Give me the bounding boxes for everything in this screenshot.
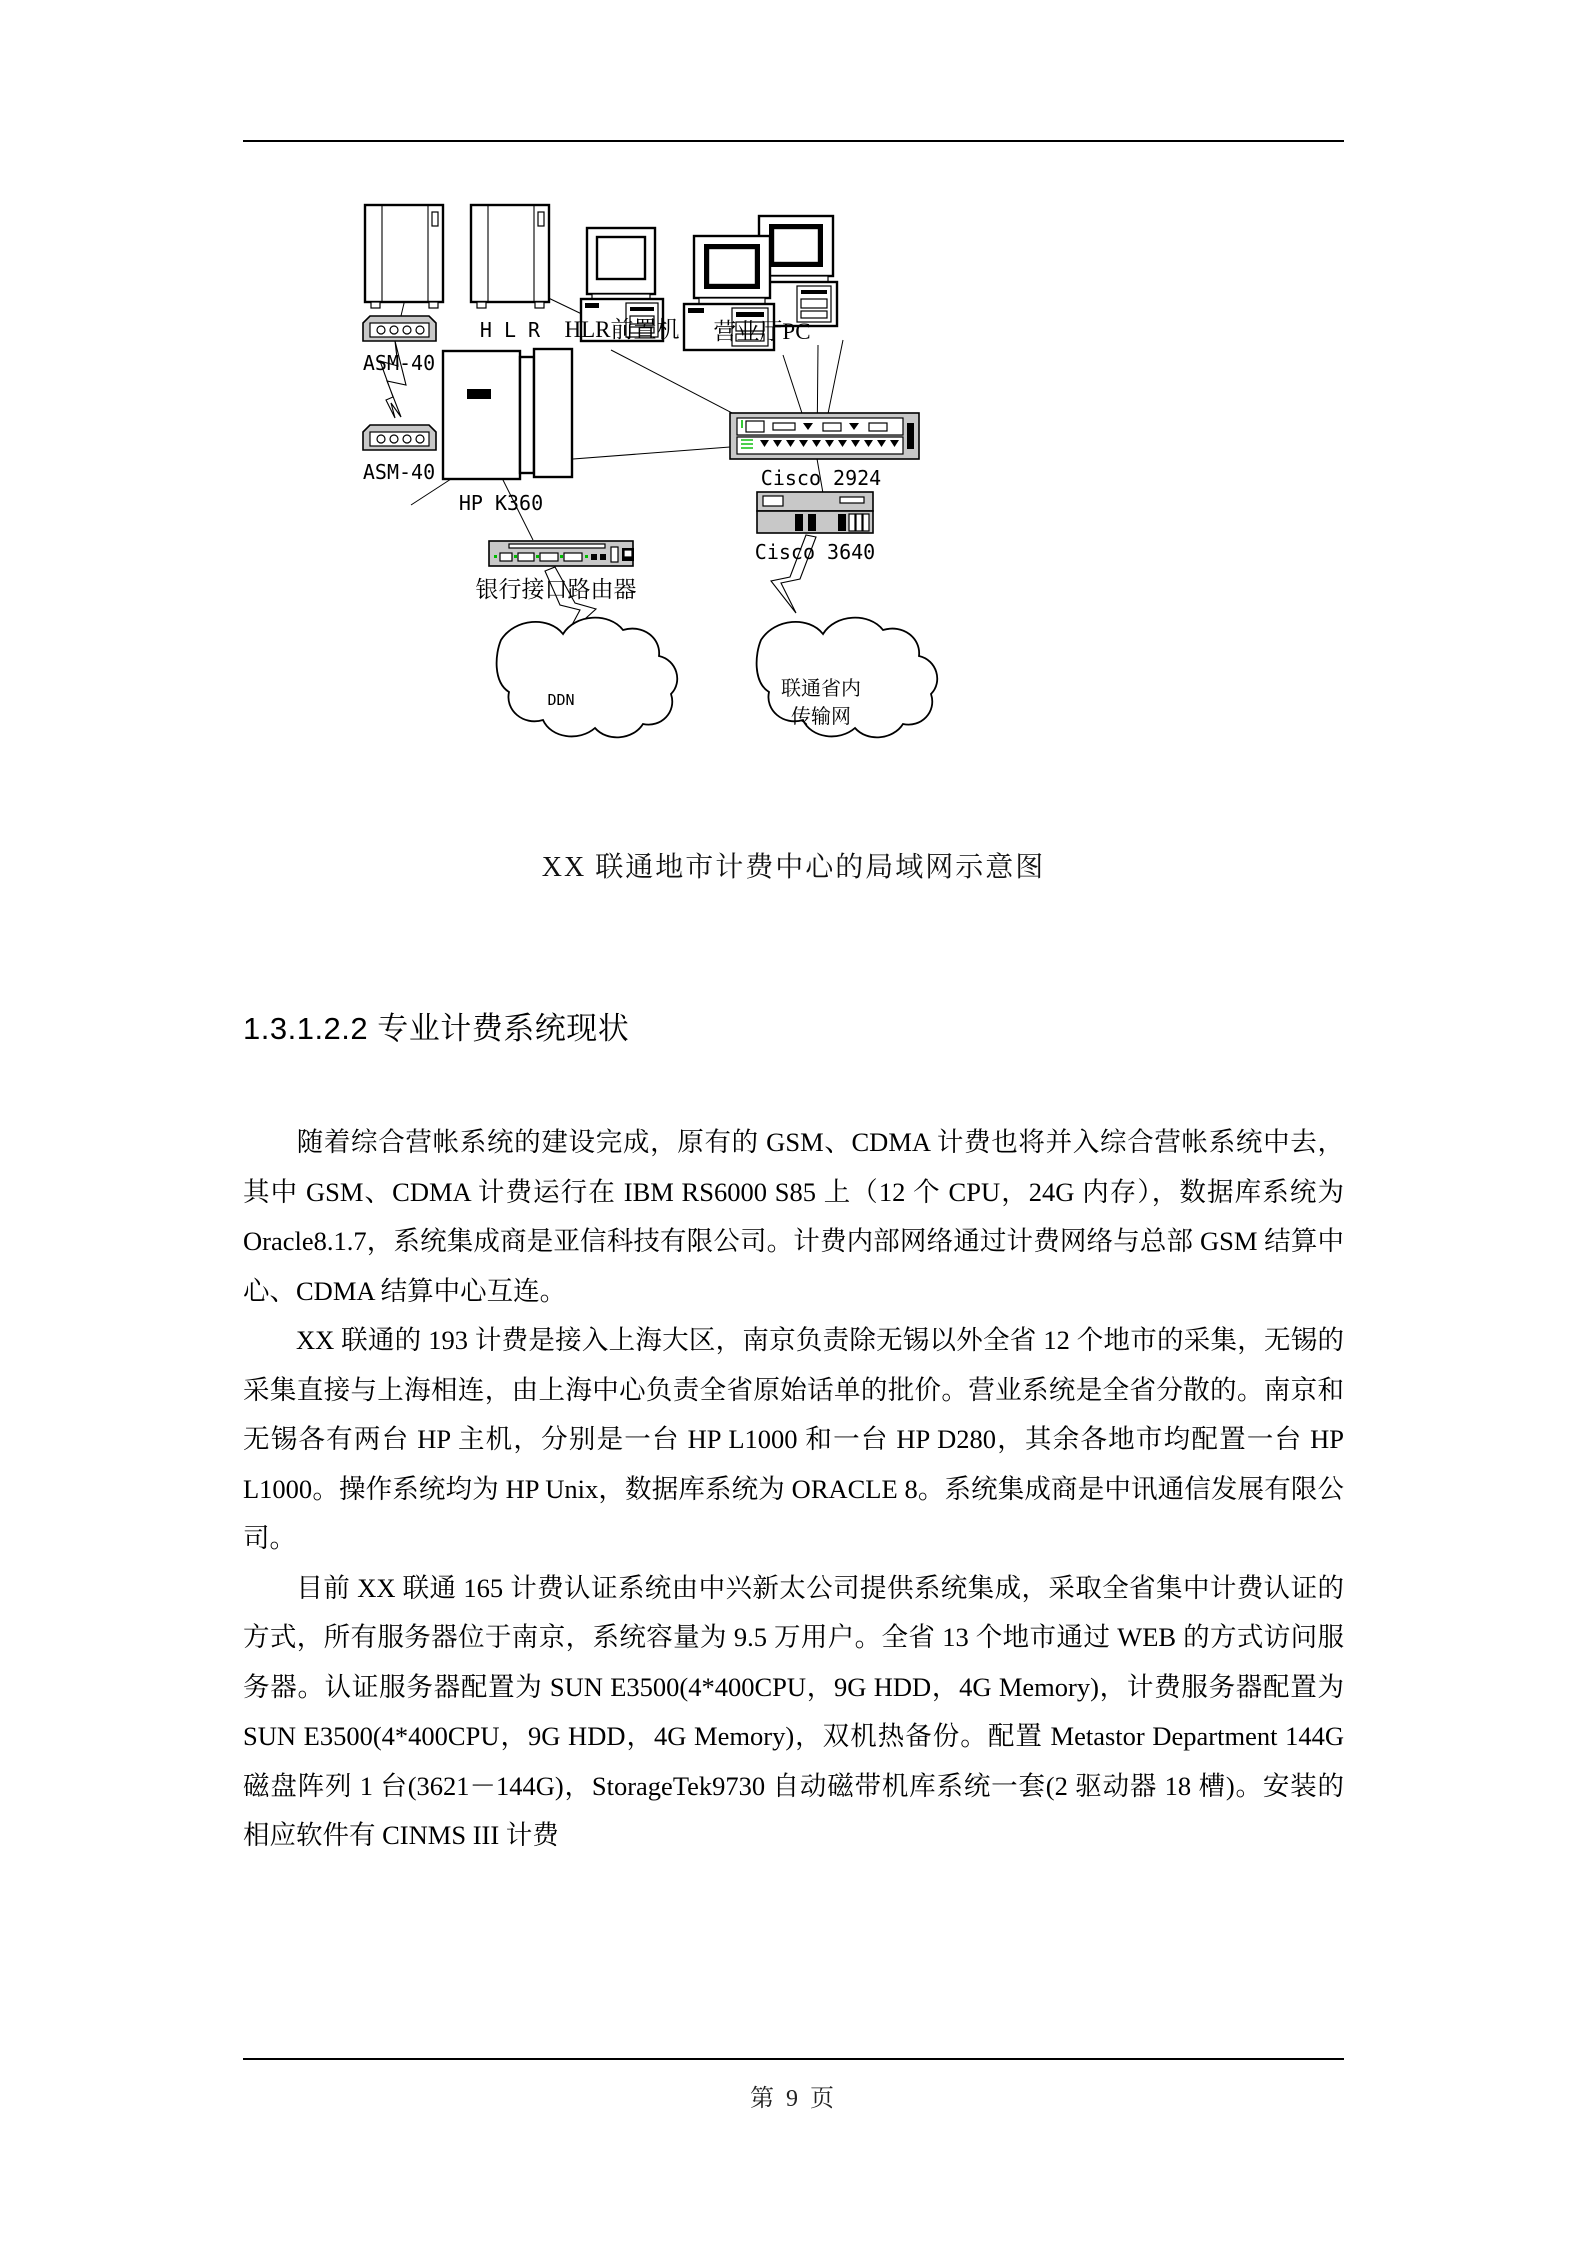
node-label-hp-k360: HP K360 bbox=[458, 491, 544, 515]
node-label-province-line1: 联通省内 bbox=[781, 678, 861, 700]
paragraph-3 bbox=[243, 1564, 1344, 1861]
page-number: 第 9 页 bbox=[750, 2086, 837, 2112]
node-label-asm40-lower: ASM-40 bbox=[362, 460, 436, 484]
node-hp-k360 bbox=[443, 349, 572, 515]
node-cisco-3640 bbox=[755, 492, 875, 564]
node-label-hall-pc: 营业厅PC bbox=[713, 319, 811, 344]
page-content-area bbox=[243, 0, 1344, 2245]
node-label-hlr: H L R bbox=[479, 318, 541, 342]
node-label-bank-router: 银行接口路由器 bbox=[475, 577, 637, 602]
paragraph-1-text: 随着综合营帐系统的建设完成，原有的 GSM、CDMA 计费也将并入综合营帐系统中去，其中 GSM、CDMA 计费运行在 IBM RS6000 S85 上（12 个 CPU，24G 内存），数据库系统为 Oracle8.1.7，系统集成商是亚信科技有限公司。计费内部网络通过计费网络与总部 GSM 结算中心、CDMA 结算中心互连。 bbox=[243, 1127, 1344, 1306]
node-label-province-line2: 传输网 bbox=[791, 706, 851, 728]
node-hlr bbox=[471, 205, 549, 342]
header-rule bbox=[243, 140, 1344, 142]
node-label-cisco-3640: Cisco 3640 bbox=[754, 540, 876, 564]
node-cisco-2924 bbox=[730, 413, 919, 490]
network-topology-figure bbox=[243, 185, 1344, 845]
footer-rule bbox=[243, 2058, 1344, 2060]
node-label-hlr-front-machine: HLR前置机 bbox=[564, 317, 680, 342]
figure-caption: XX 联通地市计费中心的局域网示意图 bbox=[541, 852, 1046, 883]
paragraph-1 bbox=[243, 1118, 1344, 1316]
paragraph-3-text: 目前 XX 联通 165 计费认证系统由中兴新太公司提供系统集成，采取全省集中计费认证的方式，所有服务器位于南京，系统容量为 9.5 万用户。全省 13 个地市通过 WEB 的方式访问服务器。认证服务器配置为 SUN E3500(4*400CPU，9G HDD，4G Memory)，计费服务器配置为 SUN E3500(4*400CPU，9G HDD，4G Memory)，双机热备份。配置 Metastor Department 144G 磁盘阵列 1 台(3621－144G)，StorageTek9730 自动磁带机库系统一套(2 驱动器 18 槽)。安装的相应软件有 CINMS III 计费 bbox=[243, 1572, 1344, 1850]
section-heading: 1.3.1.2.2 专业计费系统现状 bbox=[243, 1011, 630, 1046]
node-asm40-upper bbox=[363, 316, 436, 375]
node-hlr-front-machine bbox=[565, 228, 680, 342]
node-label-asm40-upper: ASM-40 bbox=[362, 351, 436, 375]
paragraph-2-text: XX 联通的 193 计费是接入上海大区，南京负责除无锡以外全省 12 个地市的采集，无锡的采集直接与上海相连，由上海中心负责全省原始话单的批价。营业系统是全省分散的。南京和无锡各有两台 HP 主机，分别是一台 HP L1000 和一台 HP D280，其余各地市均配置一台 HP L1000。操作系统均为 HP Unix，数据库系统为 ORACLE 8。系统集成商是中讯通信发展有限公司。 bbox=[243, 1325, 1344, 1553]
node-hall-pc-group bbox=[684, 216, 837, 350]
node-bank-interface-router bbox=[476, 541, 637, 602]
node-label-ddn: DDN bbox=[547, 691, 575, 709]
node-asm40-lower bbox=[363, 425, 436, 484]
paragraph-2 bbox=[243, 1316, 1344, 1564]
body-text bbox=[243, 1118, 1344, 1861]
node-ddn-cloud bbox=[497, 618, 678, 738]
node-label-cisco-2924: Cisco 2924 bbox=[760, 466, 882, 490]
node-province-transport-cloud bbox=[757, 618, 938, 738]
